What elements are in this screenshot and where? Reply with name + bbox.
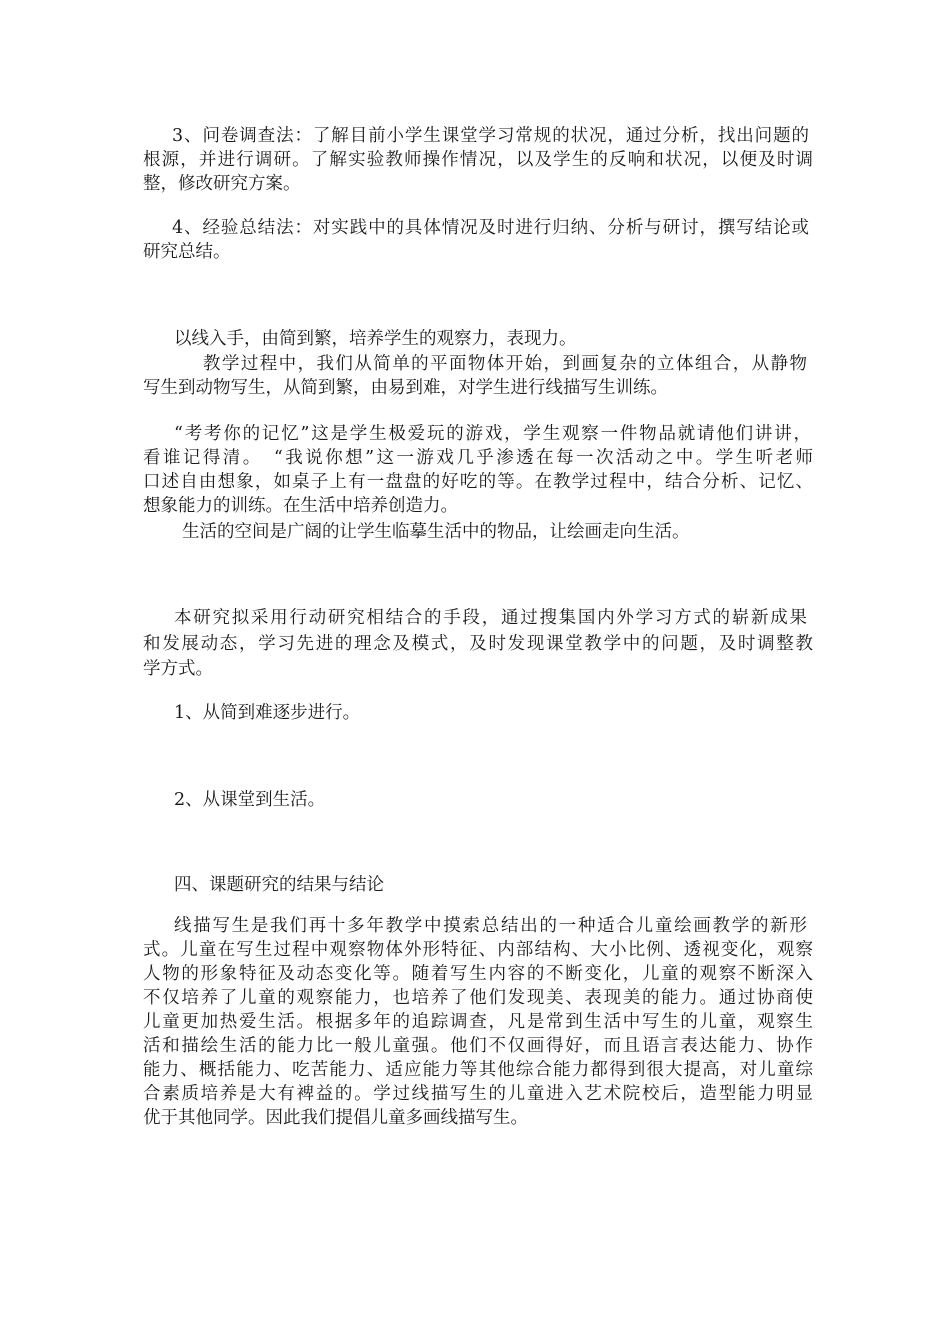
text-line: 3、问卷调查法：了解目前小学生课堂学习常规的状况，通过分析，找出问题的 <box>172 126 809 146</box>
text-line: 根源，并进行调研。了解实验教师操作情况，以及学生的反响和状况，以便及时调 <box>143 150 813 170</box>
text-line: 活和描绘生活的能力比一般儿童强。他们不仅画得好，而且语言表达能力、协作 <box>143 1036 813 1056</box>
text-line: 优于其他同学。因此我们提倡儿童多画线描写生。 <box>143 1108 528 1128</box>
text-line: 本研究拟采用行动研究相结合的手段，通过搜集国内外学习方式的崭新成果 <box>174 608 807 628</box>
text-line: 能力、概括能力、吃苦能力、适应能力等其他综合能力都得到很大提高，对儿童综 <box>143 1060 813 1080</box>
text-line: 线描写生是我们再十多年教学中摸索总结出的一种适合儿童绘画教学的新形 <box>174 916 807 936</box>
text-line: 想象能力的训练。在生活中培养创造力。 <box>143 496 458 516</box>
heading-text: 四、课题研究的结果与结论 <box>174 875 384 895</box>
text-line: 生活的空间是广阔的让学生临摹生活中的物品，让绘画走向生活。 <box>182 522 690 542</box>
text-line: 合素质培养是大有裨益的。学过线描写生的儿童进入艺术院校后，造型能力明显 <box>143 1084 813 1104</box>
text-line: 2、从课堂到生活。 <box>174 790 326 810</box>
text-line: “考考你的记忆”这是学生极爱玩的游戏，学生观察一件物品就请他们讲讲， <box>174 424 811 444</box>
text-line: 以线入手，由简到繁，培养学生的观察力，表现力。 <box>174 329 577 349</box>
text-line: 人物的形象特征及动态变化等。随着写生内容的不断变化，儿童的观察不断深入 <box>143 964 813 984</box>
text-line: 研究总结。 <box>143 242 231 262</box>
text-line: 教学过程中，我们从简单的平面物体开始，到画复杂的立体组合，从静物 <box>203 354 807 374</box>
text-line: 写生到动物写生，从简到繁，由易到难，对学生进行线描写生训练。 <box>143 378 668 398</box>
text-line: 式。儿童在写生过程中观察物体外形特征、内部结构、大小比例、透视变化，观察 <box>143 940 813 960</box>
text-line: 学方式。 <box>143 659 213 679</box>
text-line: 4、经验总结法：对实践中的具体情况及时进行归纳、分析与研讨，撰写结论或 <box>172 218 809 238</box>
text-line: 整，修改研究方案。 <box>143 174 301 194</box>
text-line: 儿童更加热爱生活。根据多年的追踪调查，凡是常到生活中写生的儿童，观察生 <box>143 1012 813 1032</box>
text-line: 看谁记得清。 “我说你想”这一游戏几乎渗透在每一次活动之中。学生听老师 <box>143 448 813 468</box>
text-line: 和发展动态，学习先进的理念及模式，及时发现课堂教学中的问题，及时调整教 <box>143 634 813 654</box>
text-line: 不仅培养了儿童的观察能力，也培养了他们发现美、表现美的能力。通过协商使 <box>143 988 813 1008</box>
text-line: 1、从简到难逐步进行。 <box>174 703 361 723</box>
text-line: 口述自由想象，如桌子上有一盘盘的好吃的等。在教学过程中，结合分析、记忆、 <box>143 472 813 492</box>
